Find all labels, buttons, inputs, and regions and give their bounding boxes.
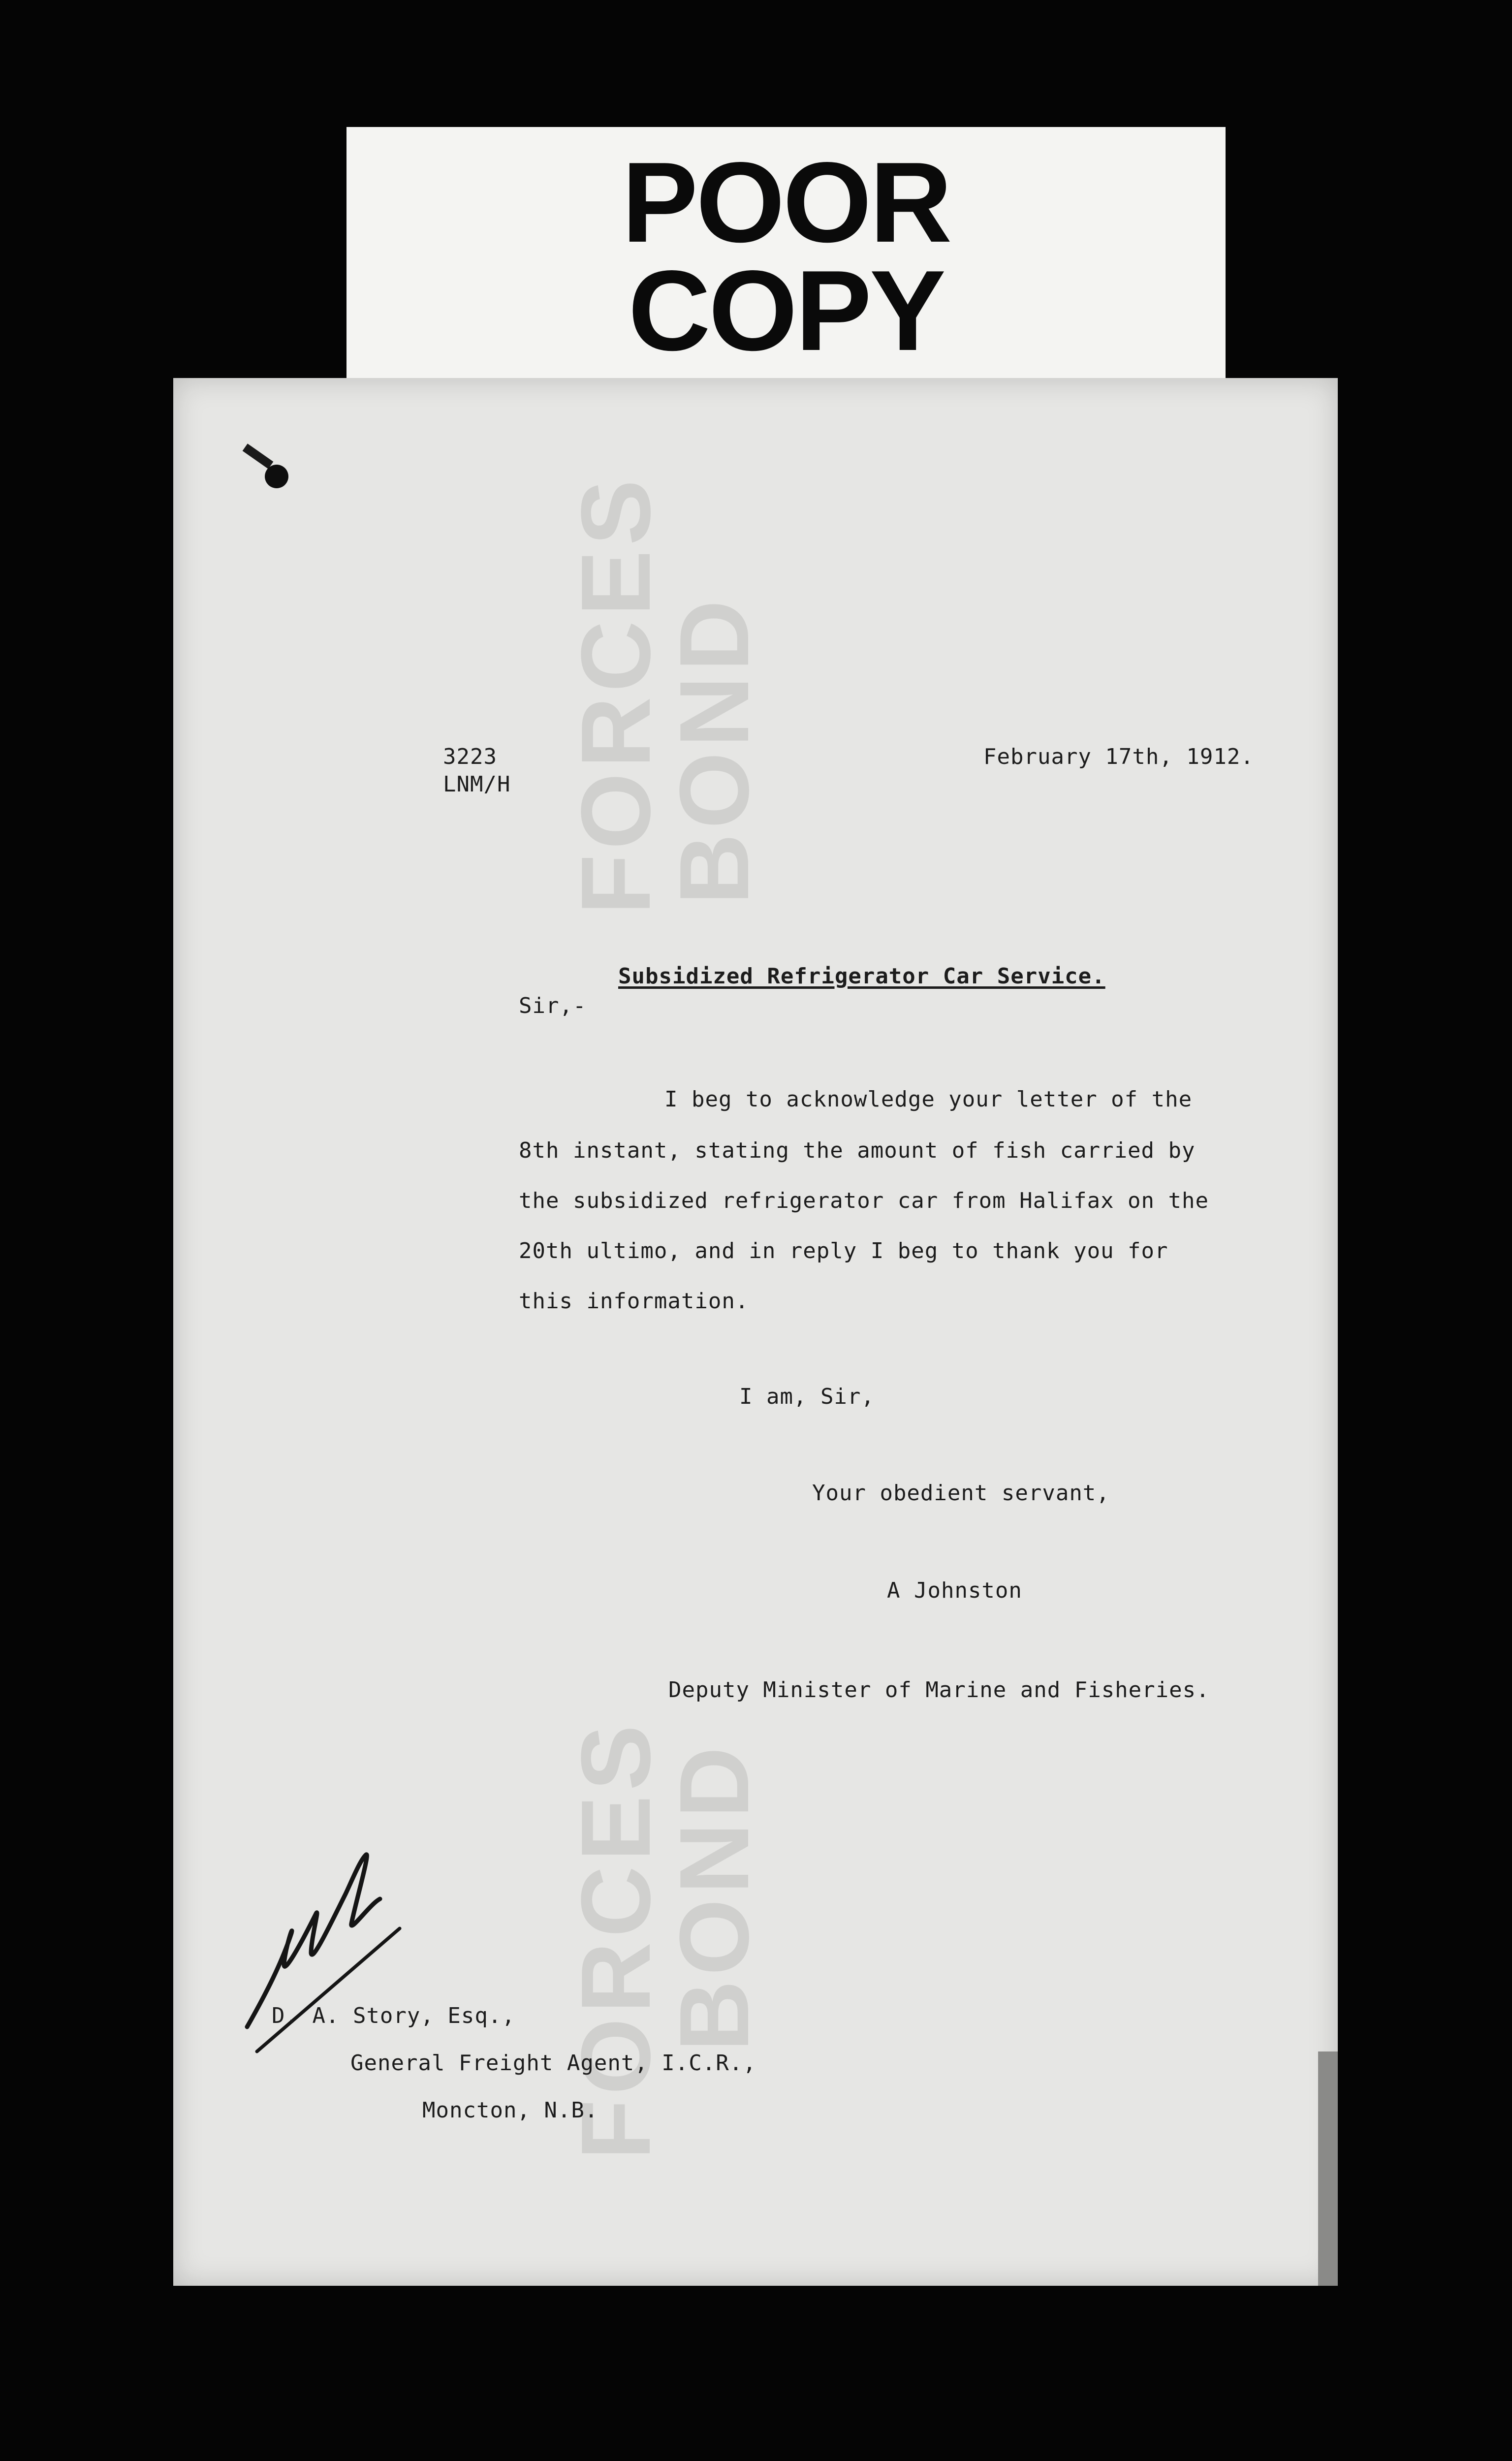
signature-name: A Johnston [887,1578,1022,1603]
body-line-5: this information. [519,1289,749,1314]
file-number: 3223 [443,744,497,769]
body-line-2: 8th instant, stating the amount of fish carried by [519,1138,1196,1163]
letter-date: February 17th, 1912. [983,744,1254,769]
typist-initials: LNM/H [443,772,511,797]
closing-line: I am, Sir, [739,1384,875,1409]
body-line-4: 20th ultimo, and in reply I beg to thank you for [519,1238,1168,1263]
poor-copy-label [346,127,1226,387]
poor-copy-line-2: COPY [628,247,944,375]
closing-servant: Your obedient servant, [812,1481,1110,1506]
signer-title: Deputy Minister of Marine and Fisheries. [668,1677,1210,1703]
watermark-bottom-line-1: FORCES [561,1720,671,2160]
poor-copy-line-1: POOR [622,139,950,266]
handwritten-initials-mark [237,1845,424,2061]
salutation: Sir,- [519,993,587,1018]
body-line-1: I beg to acknowledge your letter of the [664,1087,1193,1112]
watermark-top-line-2: BOND [660,595,769,905]
punch-hole [265,465,288,488]
watermark-top-line-1: FORCES [561,474,671,915]
punch-hole-mark [243,443,274,469]
watermark-bottom-line-2: BOND [660,1742,769,2051]
body-line-3: the subsidized refrigerator car from Halifax on the [519,1188,1209,1213]
addressee-line-2: General Freight Agent, I.C.R., [350,2051,756,2076]
letter-page [173,378,1338,2286]
addressee-line-3: Moncton, N.B. [422,2098,598,2123]
letter-subject: Subsidized Refrigerator Car Service. [618,964,1105,989]
addressee-line-1: D. A. Story, Esq., [272,2003,515,2028]
